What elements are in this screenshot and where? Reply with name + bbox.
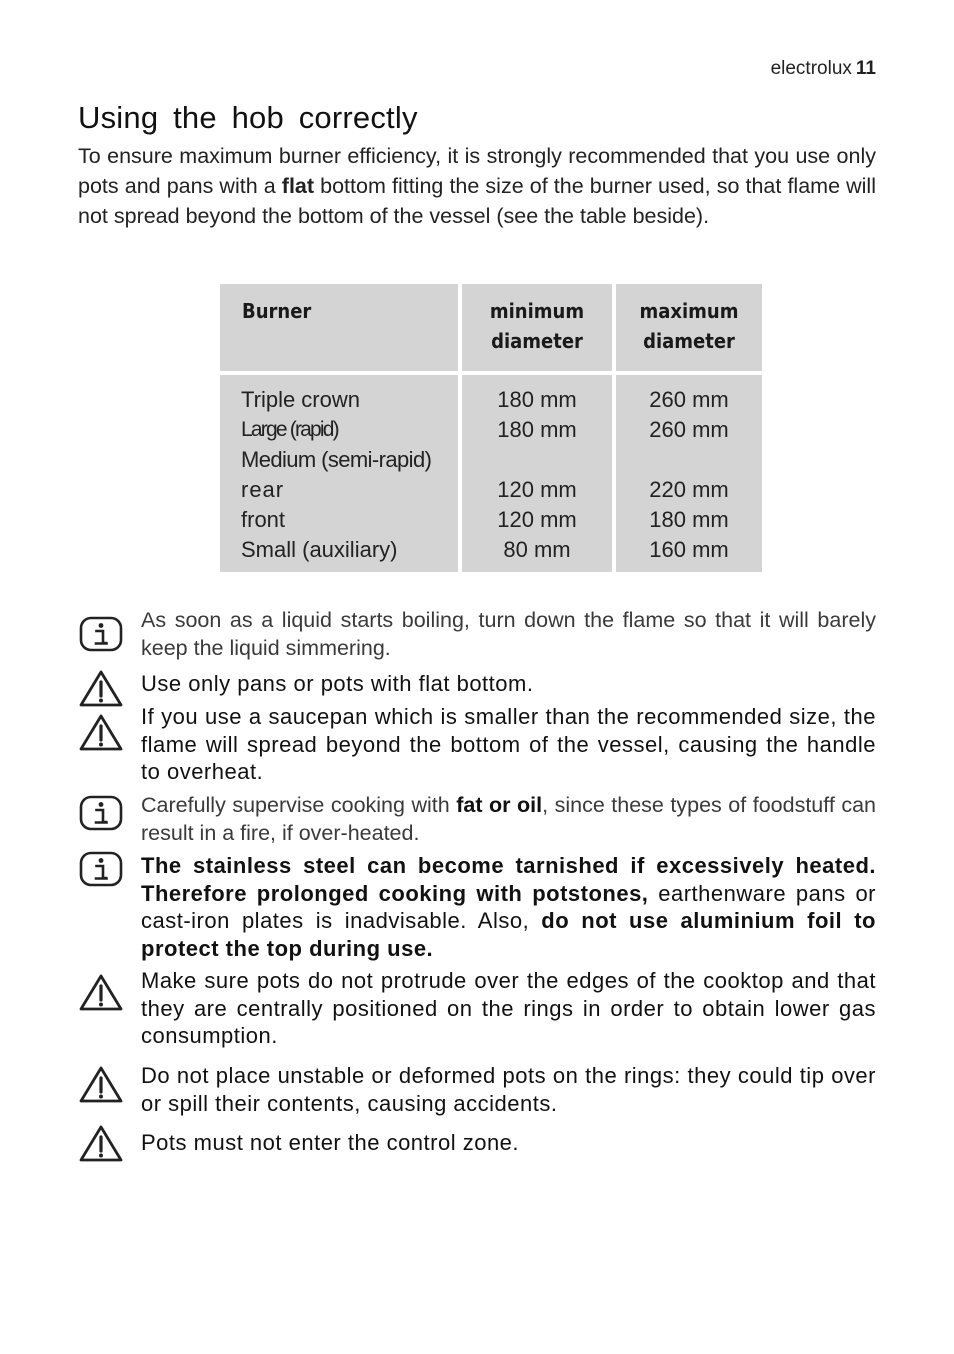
note-flat-bottom <box>78 670 876 702</box>
min-value <box>462 445 612 475</box>
max-value: 220 mm <box>649 477 729 502</box>
note-bold: fat or oil <box>456 793 543 817</box>
note-text: Do not place unstable or deformed pots on the rings: they could tip over or spill their contents, causing accidents. <box>141 1063 876 1116</box>
info-icon <box>78 793 124 833</box>
note-unstable-pots <box>78 1062 876 1120</box>
burner-name: rear <box>241 477 285 502</box>
header-min-line1: minimum <box>489 299 585 323</box>
note-text: Make sure pots do not protrude over the edges of the cooktop and that they are centrally positioned on the rings in order to obtain lower gas consumption. <box>141 968 876 1048</box>
max-value: 160 mm <box>649 537 729 562</box>
body-max-column <box>616 375 762 572</box>
header-burner <box>220 284 458 371</box>
note-control-zone <box>78 1129 876 1165</box>
note-text <box>141 852 876 962</box>
note-text: If you use a saucepan which is smaller than the recommended size, the flame will spread beyond the bottom of the vessel, causing the handle to overheat. <box>141 704 876 784</box>
intro-paragraph <box>78 141 876 231</box>
brand-name: electrolux <box>770 58 852 79</box>
burner-name: Small (auxiliary) <box>241 537 398 562</box>
max-value: 260 mm <box>649 417 729 442</box>
min-value: 120 mm <box>497 477 577 502</box>
header-max-line1: maximum <box>639 299 739 323</box>
note-small-saucepan <box>78 703 876 787</box>
note-bold-2: do not use aluminium foil to protect the top during use. <box>141 908 876 961</box>
header-max-line2: diameter <box>643 329 735 353</box>
section-title: Using the hob correctly <box>78 100 418 135</box>
burner-diameter-table <box>220 284 762 572</box>
warning-icon <box>78 972 124 1012</box>
warning-icon <box>78 1123 124 1163</box>
warning-icon <box>78 1064 124 1104</box>
min-value: 80 mm <box>503 537 571 562</box>
header-min-diameter <box>462 284 612 371</box>
info-icon <box>78 614 124 654</box>
burner-name: Medium (semi-rapid) <box>241 447 432 472</box>
burner-name: Large (rapid) <box>241 418 338 441</box>
note-text: As soon as a liquid starts boiling, turn down the flame so that it will barely keep the liquid simmering. <box>141 608 876 660</box>
intro-text-1: To ensure maximum burner efficiency, it is strongly recommended that you use only pots and pans with a <box>78 144 876 198</box>
note-stainless-steel <box>78 852 876 964</box>
header-burner-label: Burner <box>242 299 312 323</box>
intro-text-2: bottom fitting the size of the burner used, so that flame will not spread beyond the bottom of the vessel (see the table beside). <box>78 174 876 228</box>
min-value: 120 mm <box>497 507 577 532</box>
header-max-diameter <box>616 284 762 371</box>
min-value: 180 mm <box>497 417 577 442</box>
burner-name: Triple crown <box>241 387 360 412</box>
min-value: 180 mm <box>497 387 577 412</box>
body-burner-column <box>220 375 458 572</box>
note-normal: earthenware pans or cast-iron plates is inadvisable. Also, <box>141 880 877 933</box>
note-fat-oil <box>78 791 876 847</box>
note-text: Use only pans or pots with flat bottom. <box>141 671 534 696</box>
info-icon <box>78 849 124 889</box>
note-text-2: , since these types of foodstuff can result in a fire, if over-heated. <box>141 793 876 845</box>
max-value <box>616 445 762 475</box>
burner-name: front <box>241 507 286 532</box>
page-number: 11 <box>855 58 876 79</box>
warning-icon <box>78 712 124 752</box>
note-text-1: Carefully supervise cooking with <box>141 793 457 817</box>
note-pot-position <box>78 967 876 1051</box>
header-min-line2: diameter <box>491 329 583 353</box>
max-value: 180 mm <box>649 507 729 532</box>
body-min-column <box>462 375 612 572</box>
note-text: Pots must not enter the control zone. <box>141 1130 520 1155</box>
note-text <box>141 791 876 847</box>
note-bold: The stainless steel can become tarnished if excessively heated. Therefore prolonged cooking with potstones, <box>141 853 876 906</box>
page-header <box>771 58 876 80</box>
intro-bold: flat <box>281 174 315 198</box>
warning-icon <box>78 668 124 708</box>
note-boiling <box>78 606 876 664</box>
max-value: 260 mm <box>649 387 729 412</box>
